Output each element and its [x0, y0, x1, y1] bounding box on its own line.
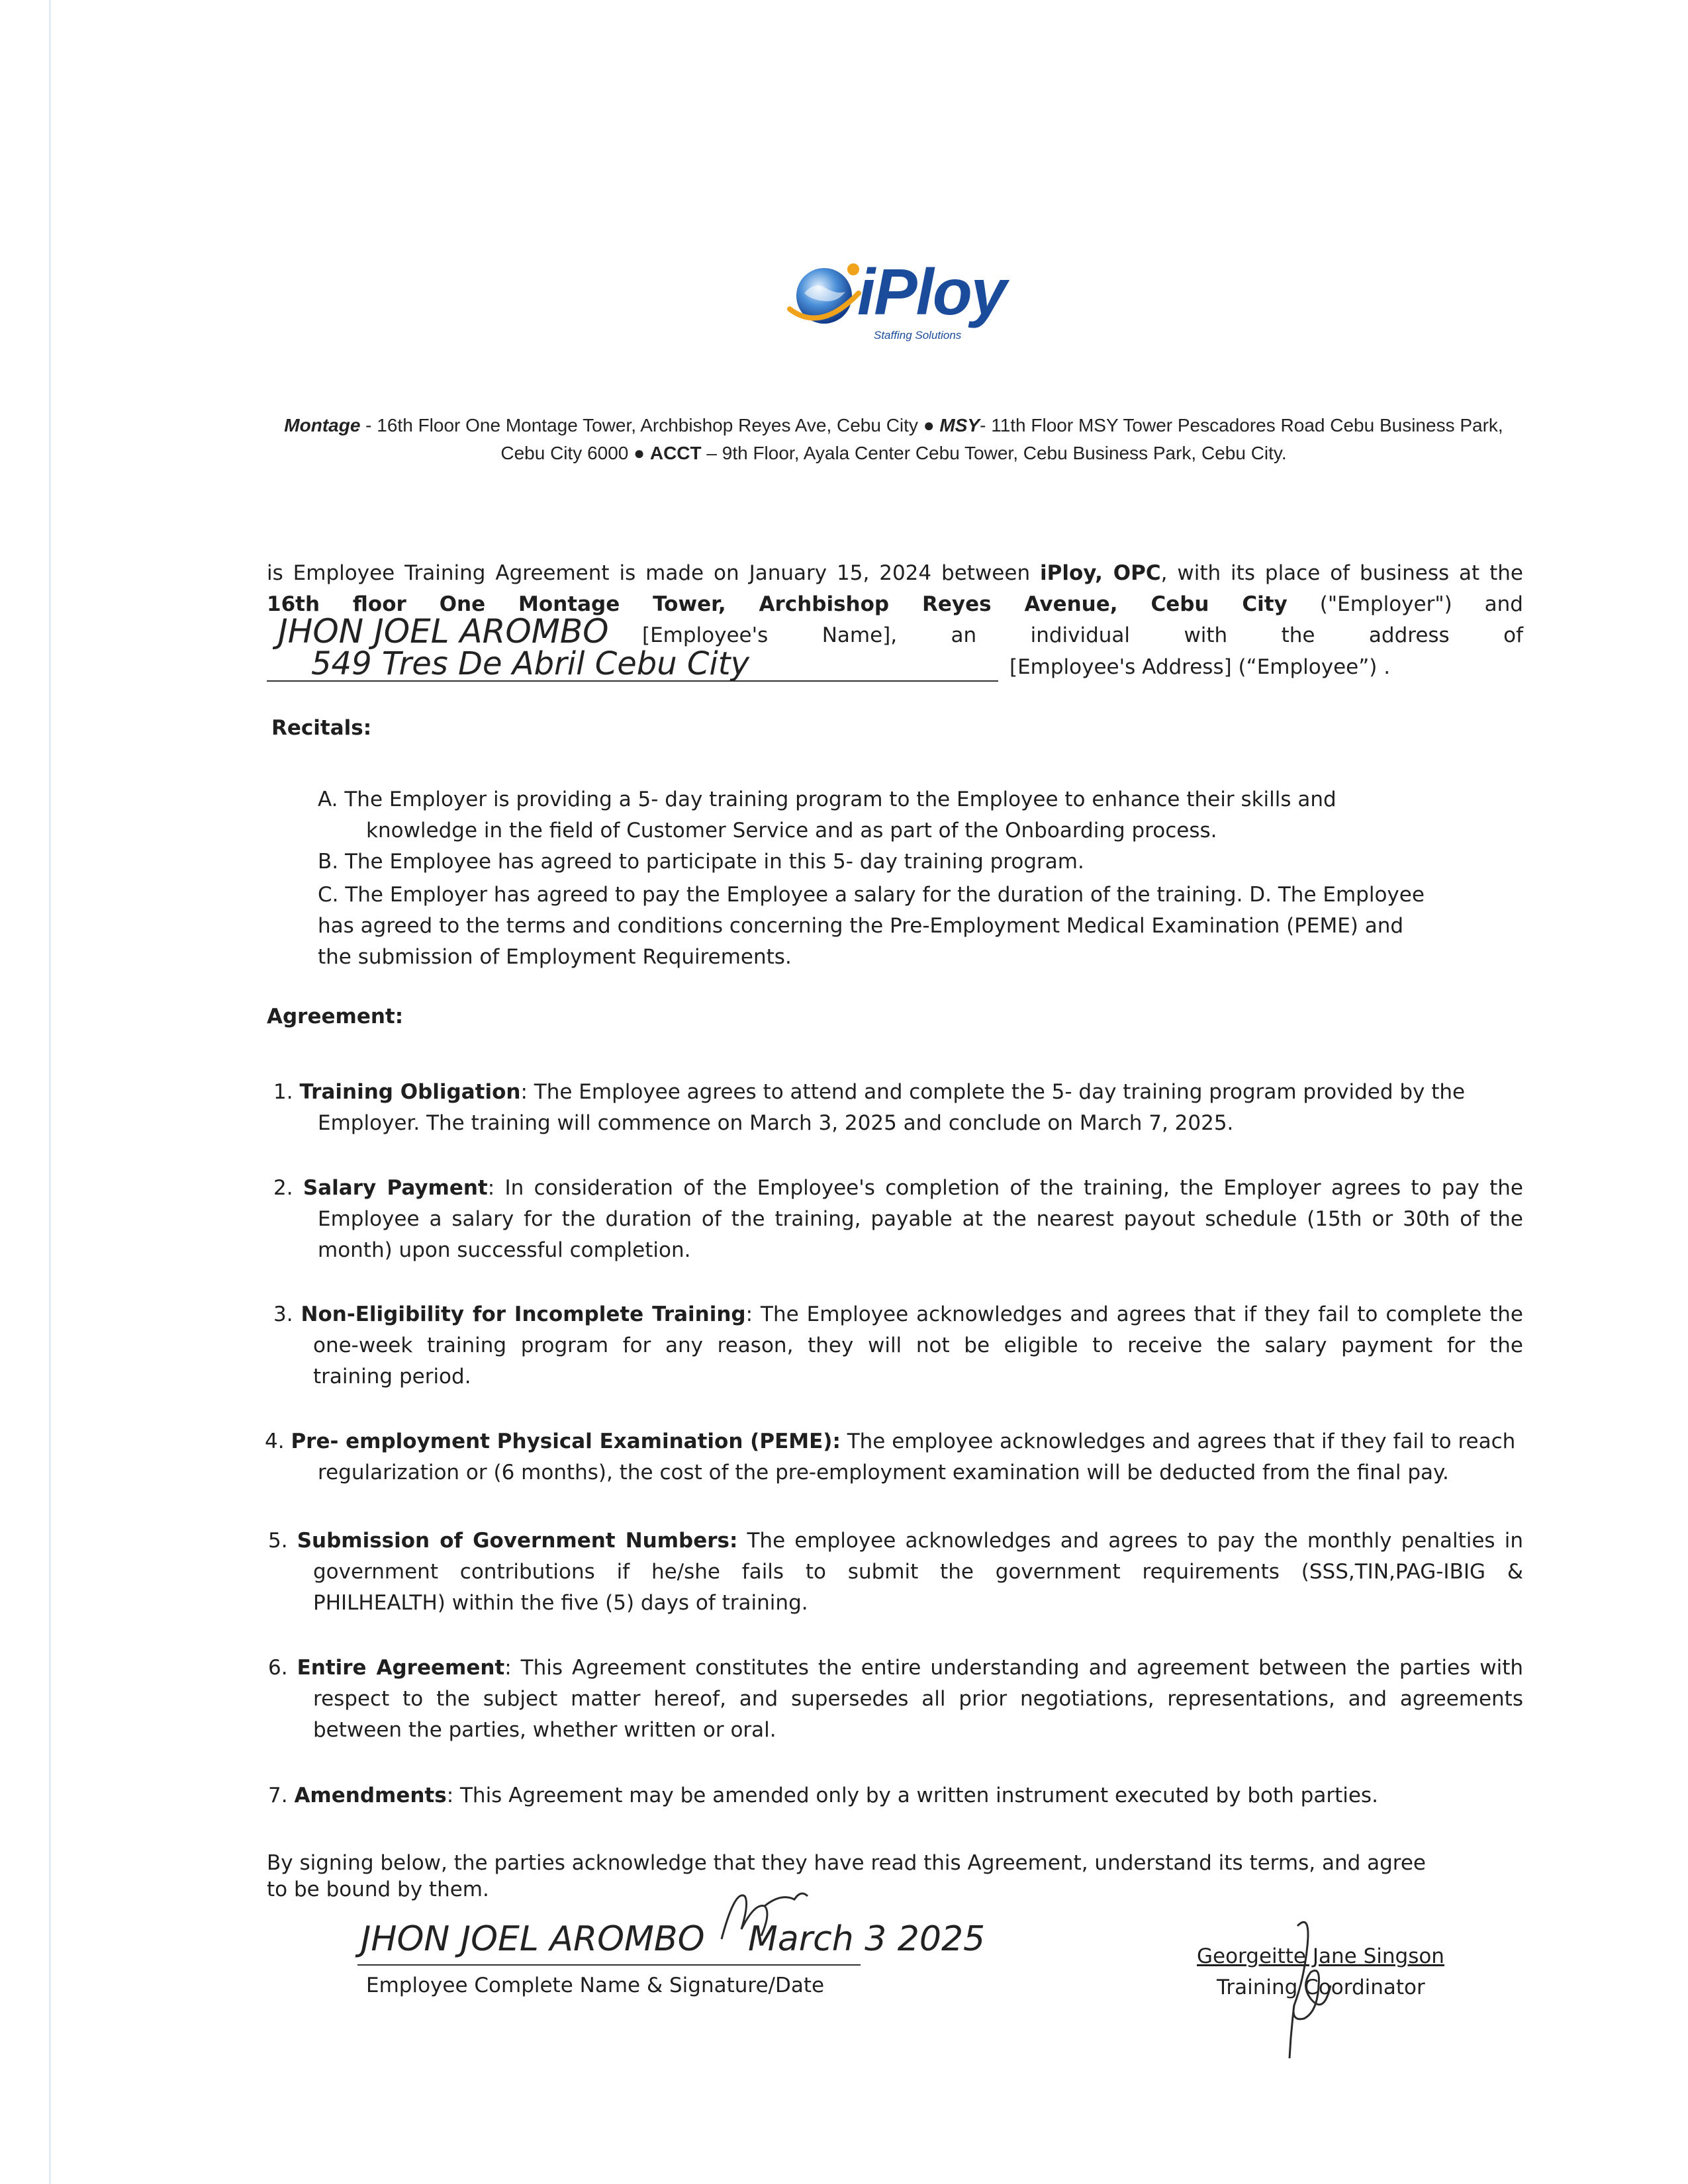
agreement-item-5-line-3: PHILHEALTH) within the five (5) days of training.: [313, 1591, 808, 1615]
msy-label: MSY: [939, 415, 980, 435]
agreement-item-1: [273, 1077, 1465, 1108]
agreement-item-2-line-3: month) upon successful completion.: [318, 1238, 691, 1262]
coordinator-title: Training Coordinator: [1217, 1976, 1425, 1999]
item-number: 3.: [273, 1302, 293, 1326]
agreement-item-7: [268, 1780, 1378, 1811]
logo-tagline: Staffing Solutions: [874, 329, 962, 341]
recital-a-line-2: knowledge in the field of Customer Service and as part of the Onboarding process.: [366, 819, 1217, 842]
item-text: : The Employee agrees to attend and complete the 5- day training program provided by the: [520, 1080, 1466, 1104]
handwritten-employee-name: JHON JOEL AROMBO: [278, 612, 609, 651]
agreement-item-2-line-2: Employee a salary for the duration of the training, payable at the nearest payout schedule (15th or 30th of the: [318, 1207, 1523, 1231]
montage-address: - 16th Floor One Montage Tower, Archbishop Reyes Ave, Cebu City ●: [360, 415, 940, 435]
employee-signature-line: [357, 1964, 861, 1966]
recital-c-line-1: C. The Employer has agreed to pay the Employee a salary for the duration of the training. D. The Employee: [318, 883, 1425, 907]
item-title: Salary Payment: [303, 1176, 488, 1200]
item-title: Pre- employment Physical Examination (PEME):: [291, 1430, 841, 1453]
agreement-item-6-line-2: respect to the subject matter hereof, and supersedes all prior negotiations, representations, and agreements: [313, 1687, 1523, 1711]
employee-signature-label: Employee Complete Name & Signature/Date: [366, 1974, 825, 1997]
agreement-item-3-line-3: training period.: [313, 1365, 471, 1388]
item-text: The employee acknowledges and agrees that if they fail to reach: [840, 1430, 1516, 1453]
recital-b: B. The Employee has agreed to participate in this 5- day training program.: [318, 850, 1084, 874]
globe-icon: [784, 255, 864, 334]
item-number: 1.: [273, 1080, 293, 1104]
handwritten-employee-address: 549 Tres De Abril Cebu City: [311, 645, 749, 682]
recitals-heading: Recitals:: [271, 716, 372, 740]
handwritten-signer-name: JHON JOEL AROMBO: [361, 1919, 705, 1959]
item-number: 5.: [268, 1529, 288, 1553]
intro-line-3: [Employee's Name], an individual with the address of: [642, 623, 1523, 647]
item-text: : This Agreement constitutes the entire understanding and agreement between the parties with: [504, 1656, 1524, 1680]
item-number: 7.: [268, 1784, 288, 1807]
recital-c-line-2: has agreed to the terms and conditions concerning the Pre-Employment Medical Examination (PEME) and: [318, 914, 1404, 938]
recital-c-line-3: the submission of Employment Requirements.: [318, 945, 792, 969]
item-text: : The Employee acknowledges and agrees that if they fail to complete the: [745, 1302, 1523, 1326]
agreement-item-3: [273, 1299, 1523, 1330]
agreement-item-1-line-2: Employer. The training will commence on March 3, 2025 and conclude on March 7, 2025.: [318, 1111, 1234, 1135]
agreement-item-5-line-2: government contributions if he/she fails to submit the government requirements (SSS,TIN,PAG-IBIG &: [313, 1560, 1523, 1584]
closing-line-2: to be bound by them.: [267, 1878, 489, 1901]
item-number: 4.: [265, 1430, 285, 1453]
acct-label: ACCT: [649, 443, 702, 463]
intro-line-4: [Employee's Address] (“Employee”) .: [1009, 655, 1391, 679]
logo-wordmark: iPloy: [857, 255, 1006, 328]
item-title: Non-Eligibility for Incomplete Training: [301, 1302, 746, 1326]
recital-a-line-1: A. The Employer is providing a 5- day training program to the Employee to enhance their skills and: [318, 788, 1336, 811]
item-text: : This Agreement may be amended only by a written instrument executed by both parties.: [446, 1784, 1378, 1807]
agreement-item-6: [268, 1653, 1523, 1684]
montage-label: Montage: [284, 415, 361, 435]
item-title: Training Obligation: [299, 1080, 521, 1104]
coordinator-name: Georgeitte Jane Singson: [1197, 1944, 1444, 1968]
item-text: : In consideration of the Employee's completion of the training, the Employer agrees to pay the: [487, 1176, 1524, 1200]
item-title: Entire Agreement: [297, 1656, 505, 1680]
intro-text: , with its place of business at the: [1160, 561, 1524, 585]
item-number: 6.: [268, 1656, 288, 1680]
page-edge: [49, 0, 51, 2184]
intro-line-1: [267, 558, 1523, 589]
item-title: Submission of Government Numbers:: [297, 1529, 738, 1553]
employer-name: iPloy, OPC: [1040, 561, 1161, 585]
employee-signature-scribble: [708, 1876, 814, 1956]
iploy-logo: [784, 255, 1009, 347]
intro-text: is Employee Training Agreement is made on January 15, 2024 between: [267, 561, 1041, 585]
agreement-item-4: [265, 1426, 1515, 1457]
coordinator-signature-scribble: [1271, 1906, 1350, 2065]
intro-text: ("Employer") and: [1287, 592, 1523, 616]
agreement-item-4-line-2: regularization or (6 months), the cost of the pre-employment examination will be deducted from the final pay.: [318, 1461, 1449, 1484]
msy-address: - 11th Floor MSY Tower Pescadores Road Cebu Business Park, Cebu City 6000 ●: [500, 415, 1503, 463]
agreement-item-5: [268, 1525, 1523, 1557]
office-addresses: [278, 412, 1509, 467]
acct-address: – 9th Floor, Ayala Center Cebu Tower, Cebu Business Park, Cebu City.: [701, 443, 1287, 463]
item-number: 2.: [273, 1176, 293, 1200]
item-title: Amendments: [294, 1784, 447, 1807]
closing-line-1: By signing below, the parties acknowledge that they have read this Agreement, understand its terms, and agree: [267, 1851, 1427, 1875]
agreement-item-2: [273, 1173, 1523, 1204]
agreement-item-3-line-2: one-week training program for any reason, they will not be eligible to receive the salary payment for the: [313, 1334, 1523, 1357]
handwritten-sign-date: March 3 2025: [748, 1919, 986, 1959]
employer-address: 16th floor One Montage Tower, Archbishop Reyes Avenue, Cebu City: [267, 592, 1288, 616]
agreement-item-6-line-3: between the parties, whether written or oral.: [313, 1718, 776, 1742]
item-text: The employee acknowledges and agrees to pay the monthly penalties in: [737, 1529, 1523, 1553]
agreement-heading: Agreement:: [267, 1005, 404, 1028]
